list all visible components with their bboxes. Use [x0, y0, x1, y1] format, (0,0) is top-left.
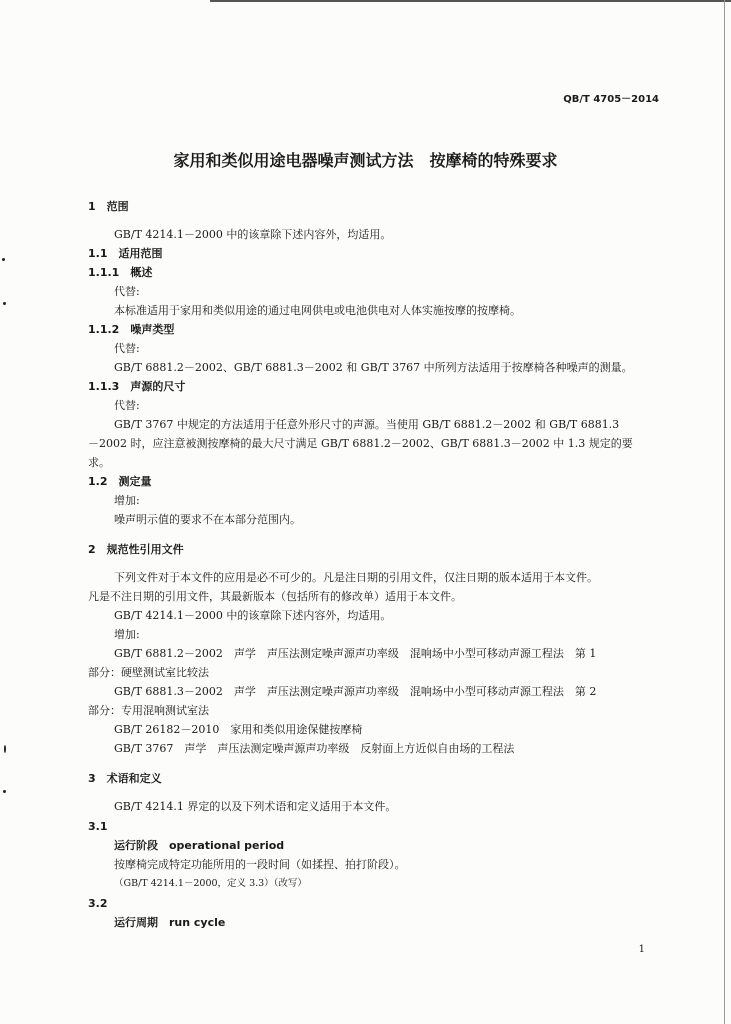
section-1-1-2-replace: 代替: — [114, 342, 140, 355]
section-1-1-3-heading: 1.1.3 声源的尺寸 — [88, 380, 186, 393]
section-2-paragraph-line: 下列文件对于本文件的应用是必不可少的。凡是注日期的引用文件，仅注日期的版本适用于本文件。 — [114, 571, 598, 584]
section-1-2-add: 增加: — [114, 494, 140, 507]
section-2-paragraph-line: 凡是不注日期的引用文件，其最新版本（包括所有的修改单）适用于本文件。 — [88, 590, 462, 603]
reference-item: GB/T 26182－2010 家用和类似用途保健按摩椅 — [114, 723, 363, 736]
section-3-intro: GB/T 4214.1 界定的以及下列术语和定义适用于本文件。 — [114, 800, 397, 813]
section-1-1-2-heading: 1.1.2 噪声类型 — [88, 323, 175, 336]
page-number: 1 — [638, 944, 645, 955]
scan-speck — [4, 745, 6, 753]
section-1-1-1-heading: 1.1.1 概述 — [88, 266, 153, 279]
section-2-heading: 2 规范性引用文件 — [88, 543, 184, 556]
reference-item: GB/T 6881.3－2002 声学 声压法测定噪声源声功率级 混响场中小型可移动声源工程法 第 2 — [114, 685, 597, 698]
section-2-paragraph: GB/T 4214.1－2000 中的该章除下述内容外，均适用。 — [114, 609, 392, 622]
term-3-1-title: 运行阶段 operational period — [114, 839, 285, 852]
reference-item-continuation: 部分：硬壁测试室比较法 — [88, 666, 209, 679]
section-1-1-3-text-line: GB/T 3767 中规定的方法适用于任意外形尺寸的声源。当使用 GB/T 6881.2－2002 和 GB/T 6881.3 — [114, 418, 620, 431]
section-1-1-heading: 1.1 适用范围 — [88, 247, 163, 260]
section-1-intro: GB/T 4214.1－2000 中的该章除下述内容外，均适用。 — [114, 228, 392, 241]
section-1-1-3-text-line: 求。 — [88, 456, 110, 469]
section-1-1-3-text-line: －2002 时，应注意被测按摩椅的最大尺寸满足 GB/T 6881.2－2002、GB/T 6881.3－2002 中 1.3 规定的要 — [88, 437, 633, 450]
scan-speck — [3, 790, 6, 793]
section-1-heading: 1 范围 — [88, 200, 129, 213]
term-3-2-number: 3.2 — [88, 897, 108, 910]
term-3-1-number: 3.1 — [88, 820, 108, 833]
section-3-heading: 3 术语和定义 — [88, 772, 162, 785]
scan-speck — [2, 258, 5, 261]
scan-edge-top — [210, 0, 731, 2]
term-3-2-title: 运行周期 run cycle — [114, 916, 226, 929]
standard-number: QB/T 4705－2014 — [563, 94, 659, 105]
section-1-2-text: 噪声明示值的要求不在本部分范围内。 — [114, 513, 301, 526]
section-1-1-1-text: 本标准适用于家用和类似用途的通过电网供电或电池供电对人体实施按摩的按摩椅。 — [114, 304, 521, 317]
section-1-1-3-replace: 代替: — [114, 399, 140, 412]
scan-speck — [3, 302, 6, 305]
term-3-1-definition: 按摩椅完成特定功能所用的一段时间（如揉捏、拍打阶段）。 — [114, 858, 406, 871]
reference-item: GB/T 6881.2－2002 声学 声压法测定噪声源声功率级 混响场中小型可移动声源工程法 第 1 — [114, 647, 597, 660]
reference-item: GB/T 3767 声学 声压法测定噪声源声功率级 反射面上方近似自由场的工程法 — [114, 742, 515, 755]
document-title: 家用和类似用途电器噪声测试方法 按摩椅的特殊要求 — [173, 151, 558, 170]
section-1-1-1-replace: 代替: — [114, 285, 140, 298]
section-1-1-2-text: GB/T 6881.2－2002、GB/T 6881.3－2002 和 GB/T 3767 中所列方法适用于按摩椅各种噪声的测量。 — [114, 361, 633, 374]
term-3-1-source: （GB/T 4214.1－2000，定义 3.3）（改写） — [114, 878, 307, 889]
reference-item-continuation: 部分：专用混响测试室法 — [88, 704, 209, 717]
section-2-add: 增加: — [114, 628, 140, 641]
section-1-2-heading: 1.2 测定量 — [88, 475, 152, 488]
